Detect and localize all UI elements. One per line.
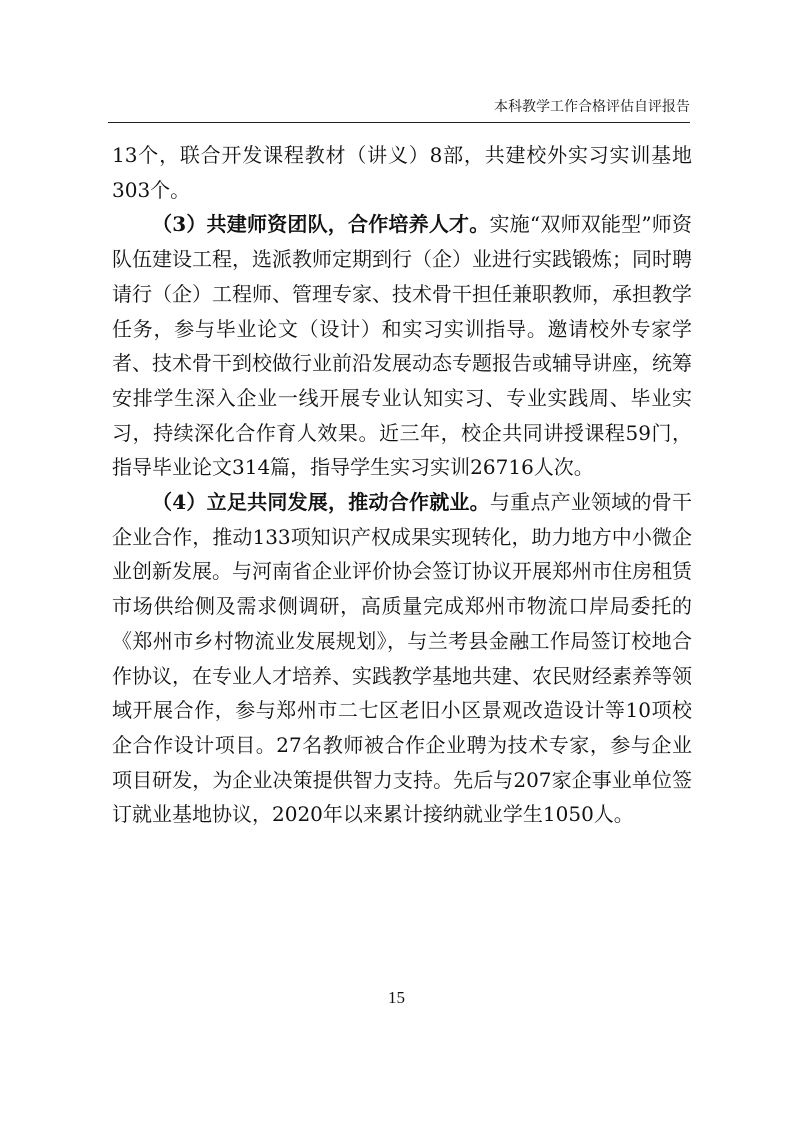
page-number: 15 bbox=[388, 988, 405, 1007]
paragraph-employment bbox=[112, 485, 692, 832]
paragraph-heading: （3）共建师资团队，合作培养人才。 bbox=[152, 212, 490, 237]
body-text bbox=[112, 138, 692, 832]
paragraph-faculty-team bbox=[112, 207, 692, 485]
paragraph-body: 实施“双师双能型”师资队伍建设工程，选派教师定期到行（企）业进行实践锻炼；同时聘请行（企）工程师、管理专家、技术骨干担任兼职教师，承担教学任务，参与毕业论文（设计）和实习实训指导。邀请校外专家学者、技术骨干到校做行业前沿发展动态专题报告或辅导讲座，统筹安排学生深入企业一线开展专业认知实习、专业实践周、毕业实习，持续深化合作育人效果。近三年，校企共同讲授课程59门，指导毕业论文314篇，指导学生实习实训26716人次。 bbox=[112, 212, 693, 480]
page-header: 本科教学工作合格评估自评报告 bbox=[108, 96, 690, 123]
paragraph-continuation: 13个，联合开发课程教材（讲义）8部，共建校外实习实训基地303个。 bbox=[112, 143, 692, 202]
paragraph-heading: （4）立足共同发展，推动合作就业。 bbox=[152, 490, 490, 515]
paragraph-body: 与重点产业领域的骨干企业合作，推动133项知识产权成果实现转化，助力地方中小微企业创新发展。与河南省企业评价协会签订协议开展郑州市住房租赁市场供给侧及需求侧调研，高质量完成郑州市物流口岸局委托的《郑州市乡村物流业发展规划》，与兰考县金融工作局签订校地合作协议，在专业人才培养、实践教学基地共建、农民财经素养等领域开展合作，参与郑州市二七区老旧小区景观改造设计等10项校企合作设计项目。27名教师被合作企业聘为技术专家，参与企业项目研发，为企业决策提供智力支持。先后与207家企事业单位签订就业基地协议，2020年以来累计接纳就业学生1050人。 bbox=[112, 490, 692, 827]
